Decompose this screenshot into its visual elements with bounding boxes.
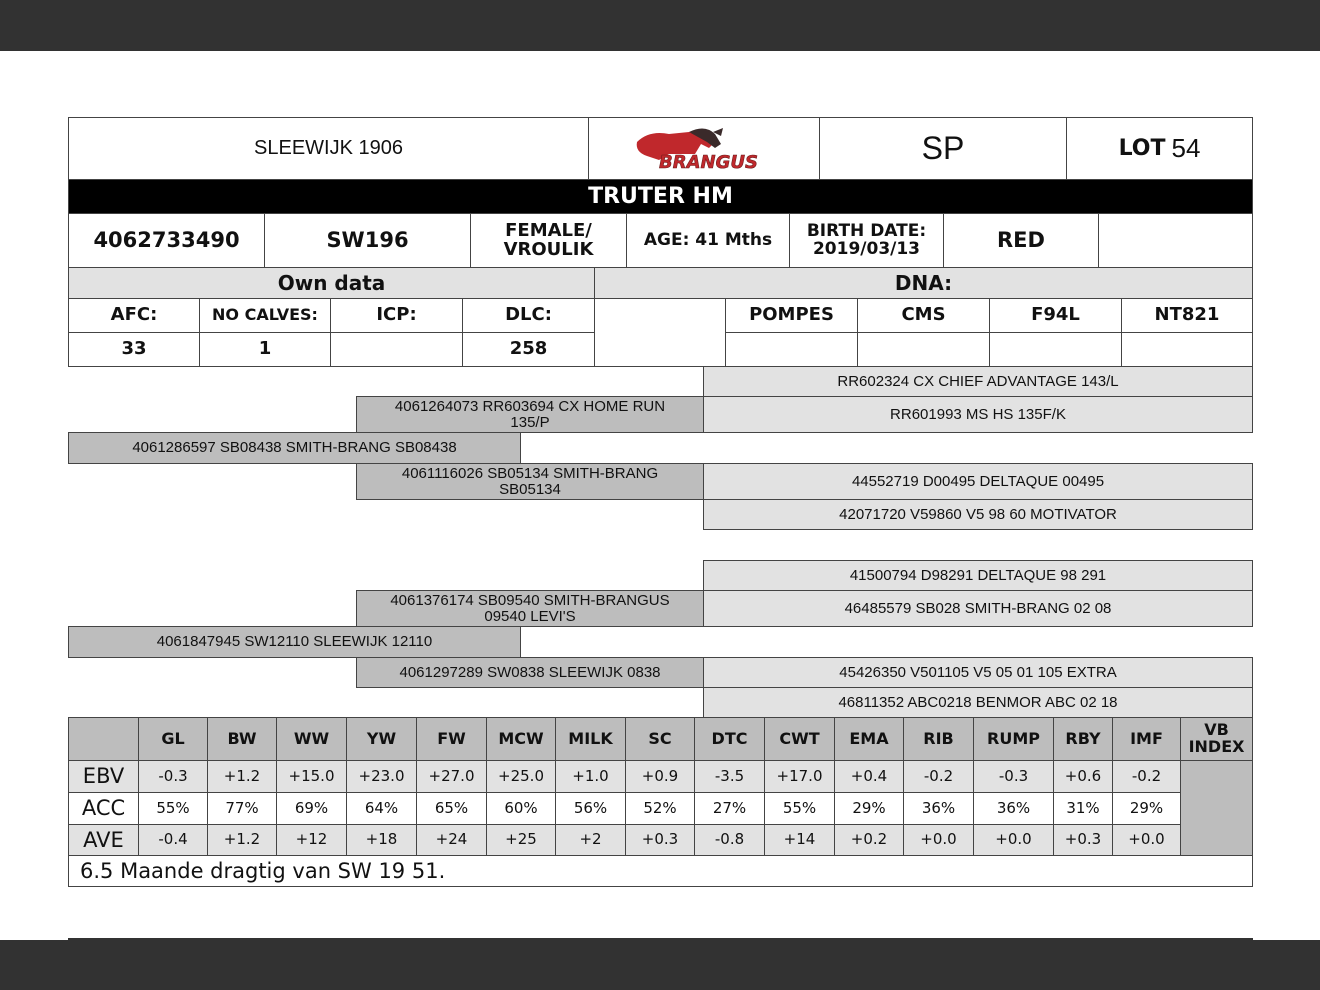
acc-mcw [486, 792, 556, 825]
col-label-ww: WW [293, 728, 330, 748]
nt821-header [1121, 298, 1253, 333]
pedigree-dds-text: 45426350 V501105 V5 05 01 105 EXTRA [839, 663, 1117, 681]
bottom-dark-bar [0, 940, 1320, 990]
col-header-cwt [764, 717, 835, 761]
ave-fw-value: +24 [435, 830, 468, 849]
ebv-rump [973, 760, 1054, 793]
nt821-value [1121, 332, 1253, 367]
ave-milk-value: +2 [579, 830, 602, 849]
pompes-header [725, 298, 858, 333]
col-label-fw: FW [437, 728, 466, 748]
col-label-milk: MILK [568, 728, 613, 748]
col-header-sc [625, 717, 695, 761]
animal-id: SW196 [326, 228, 409, 253]
dlc-number: 258 [509, 338, 548, 360]
dna-title: DNA: [894, 270, 953, 295]
birth-date: BIRTH DATE: 2019/03/13 [806, 220, 927, 259]
icp-label: ICP: [376, 304, 417, 326]
icp-value [330, 332, 463, 367]
acc-bw-value: 77% [225, 798, 259, 817]
animal-id-cell [264, 213, 471, 268]
pedigree-sire [68, 432, 521, 464]
vb-index-header [1180, 717, 1253, 761]
own-data-title-cell [68, 267, 595, 299]
col-label-cwt: CWT [779, 728, 820, 748]
row-label-ave [68, 824, 139, 856]
no-calves-label: NO CALVES: [212, 305, 318, 325]
ave-cwt [764, 824, 835, 856]
col-header-rump [973, 717, 1054, 761]
row-label-acc-text: ACC [81, 796, 126, 821]
ave-ema-value: +0.2 [850, 830, 888, 849]
col-label-ema: EMA [849, 728, 889, 748]
row-label-ave-text: AVE [83, 827, 124, 852]
owner-bar [68, 179, 1253, 214]
cms-label: CMS [901, 304, 946, 326]
f94l-value [989, 332, 1122, 367]
pompes-label: POMPES [749, 304, 834, 326]
no-calves-number: 1 [258, 338, 272, 360]
dna-title-cell [594, 267, 1253, 299]
ave-rby-value: +0.3 [1064, 830, 1102, 849]
acc-gl-value: 55% [156, 798, 190, 817]
pedigree-sds-text: 44552719 D00495 DELTAQUE 00495 [851, 472, 1105, 490]
pedigree-sdd [703, 499, 1253, 530]
col-header-rib [903, 717, 974, 761]
logo-text: BRANGUS [659, 151, 758, 173]
ebv-fw [416, 760, 487, 793]
ebv-sc-value: +0.9 [641, 766, 679, 785]
col-label-bw: BW [227, 728, 257, 748]
col-header-ww [276, 717, 347, 761]
pompes-value [725, 332, 858, 367]
ave-mcw [486, 824, 556, 856]
ebv-bw-value: +1.2 [223, 766, 261, 785]
lot-label: LOT [1118, 135, 1166, 161]
ebv-rib [903, 760, 974, 793]
ebv-imf [1112, 760, 1181, 793]
ave-dtc [694, 824, 765, 856]
pedigree-dam-dam-text: 4061297289 SW0838 SLEEWIJK 0838 [399, 663, 661, 681]
ave-imf-value: +0.0 [1128, 830, 1165, 849]
col-label-imf: IMF [1130, 728, 1163, 748]
afc-value [68, 332, 200, 367]
note-cell [68, 855, 1253, 887]
ave-ema [834, 824, 904, 856]
acc-fw [416, 792, 487, 825]
ave-sc [625, 824, 695, 856]
acc-dtc [694, 792, 765, 825]
brangus-logo [629, 124, 779, 174]
ave-rby [1053, 824, 1113, 856]
note-text: 6.5 Maande dragtig van SW 19 51. [80, 858, 446, 883]
ebv-mcw [486, 760, 556, 793]
acc-rump [973, 792, 1054, 825]
ebv-gl [138, 760, 208, 793]
lot-cell [1066, 117, 1253, 180]
sex-cell [470, 213, 627, 268]
dna-blank-cell [594, 298, 726, 367]
ebv-cwt-value: +17.0 [776, 766, 823, 785]
ebv-ema [834, 760, 904, 793]
pedigree-dam-text: 4061847945 SW12110 SLEEWIJK 12110 [156, 633, 433, 651]
col-header-fw [416, 717, 487, 761]
owner-name: TRUTER HM [588, 183, 733, 209]
ave-sc-value: +0.3 [641, 830, 679, 849]
row-label-ebv [68, 760, 139, 793]
dlc-label: DLC: [505, 304, 552, 326]
col-label-rby: RBY [1065, 728, 1101, 748]
col-label-mcw: MCW [498, 728, 544, 748]
ave-mcw-value: +25 [505, 830, 537, 849]
pedigree-sire-dam [356, 463, 704, 500]
birth-date-cell [789, 213, 944, 268]
pedigree-dam [68, 626, 521, 658]
ebv-dtc-value: -3.5 [714, 766, 745, 785]
ave-gl [138, 824, 208, 856]
ebv-ww [276, 760, 347, 793]
ebv-bw [207, 760, 277, 793]
pedigree-dam-sire [356, 590, 704, 627]
acc-mcw-value: 60% [504, 798, 538, 817]
ebv-cwt [764, 760, 835, 793]
dlc-value [462, 332, 595, 367]
pedigree-sire-dam-text: 4061116026 SB05134 SMITH-BRANG SB05134 [401, 464, 659, 498]
reg-number-cell [68, 213, 265, 268]
acc-fw-value: 65% [434, 798, 469, 817]
afc-label: AFC: [110, 304, 158, 326]
ave-fw [416, 824, 487, 856]
ave-ww-value: +12 [295, 830, 328, 849]
colour-cell [943, 213, 1099, 268]
acc-ww-value: 69% [294, 798, 329, 817]
ebv-dtc [694, 760, 765, 793]
pedigree-dam-dam [356, 657, 704, 688]
ebv-yw [346, 760, 417, 793]
pedigree-dam-sire-text: 4061376174 SB09540 SMITH-BRANGUS 09540 LEVI'S [390, 591, 670, 625]
col-header-mcw [486, 717, 556, 761]
icp-header [330, 298, 463, 333]
sex: FEMALE/ VROULIK [503, 219, 594, 260]
ebv-fw-value: +27.0 [428, 766, 475, 785]
pedigree-sire-sire-text: 4061264073 RR603694 CX HOME RUN 135/P [394, 397, 666, 431]
col-label-sc: SC [648, 728, 672, 748]
acc-ema-value: 29% [852, 798, 886, 817]
ebv-rby [1053, 760, 1113, 793]
ebv-milk [555, 760, 626, 793]
acc-cwt [764, 792, 835, 825]
ebv-ema-value: +0.4 [850, 766, 888, 785]
col-header-dtc [694, 717, 765, 761]
ave-imf [1112, 824, 1181, 856]
ave-milk [555, 824, 626, 856]
age: AGE: 41 Mths [643, 229, 773, 250]
acc-sc [625, 792, 695, 825]
col-label-rib: RIB [923, 728, 954, 748]
cms-value [857, 332, 990, 367]
row-label-ebv-text: EBV [82, 764, 125, 789]
ave-gl-value: -0.4 [158, 830, 188, 849]
pedigree-sss-text: RR602324 CX CHIEF ADVANTAGE 143/L [837, 372, 1119, 390]
col-label-gl: GL [161, 728, 185, 748]
pedigree-dss [703, 560, 1253, 591]
col-header-milk [555, 717, 626, 761]
row-label-acc [68, 792, 139, 825]
ebv-sc [625, 760, 695, 793]
acc-rib-value: 36% [921, 798, 956, 817]
pedigree-sss [703, 366, 1253, 397]
ave-rump-value: +0.0 [995, 830, 1032, 849]
acc-sc-value: 52% [643, 798, 677, 817]
grade-cell [819, 117, 1067, 180]
afc-number: 33 [121, 338, 147, 360]
vb-index-label: VB INDEX [1188, 720, 1245, 756]
ave-rump [973, 824, 1054, 856]
pedigree-sire-text: 4061286597 SB08438 SMITH-BRANG SB08438 [132, 439, 457, 457]
ave-rib [903, 824, 974, 856]
acc-dtc-value: 27% [712, 798, 747, 817]
col-label-dtc: DTC [711, 728, 748, 748]
pedigree-dsd-text: 46485579 SB028 SMITH-BRANG 02 08 [844, 599, 1112, 617]
col-header-imf [1112, 717, 1181, 761]
ave-yw-value: +18 [365, 830, 398, 849]
acc-cwt-value: 55% [782, 798, 817, 817]
colour: RED [997, 228, 1045, 253]
acc-bw [207, 792, 277, 825]
top-dark-bar [0, 0, 1320, 51]
ave-ww [276, 824, 347, 856]
acc-ww [276, 792, 347, 825]
ebv-rump-value: -0.3 [998, 766, 1029, 785]
acc-milk-value: 56% [573, 798, 608, 817]
pedigree-ssd-text: RR601993 MS HS 135F/K [890, 405, 1066, 423]
ebv-mcw-value: +25.0 [498, 766, 544, 785]
col-label-rump: RUMP [987, 728, 1040, 748]
acc-imf [1112, 792, 1181, 825]
vb-index-value-cell [1180, 760, 1253, 856]
reg-number: 4062733490 [93, 228, 240, 253]
ebv-gl-value: -0.3 [158, 766, 188, 785]
brangus-logo-cell [588, 117, 820, 180]
acc-rby [1053, 792, 1113, 825]
lot-number: 54 [1171, 132, 1201, 163]
ave-dtc-value: -0.8 [714, 830, 745, 849]
ebv-milk-value: +1.0 [572, 766, 609, 785]
grade: SP [921, 129, 965, 166]
extra-cell [1098, 213, 1253, 268]
acc-rby-value: 31% [1066, 798, 1100, 817]
ave-cwt-value: +14 [783, 830, 816, 849]
cms-header [857, 298, 990, 333]
afc-header [68, 298, 200, 333]
pedigree-ddd-text: 46811352 ABC0218 BENMOR ABC 02 18 [838, 693, 1118, 711]
col-header-yw [346, 717, 417, 761]
nt821-label: NT821 [1154, 304, 1220, 326]
ebv-imf-value: -0.2 [1131, 766, 1162, 785]
col-header-bw [207, 717, 277, 761]
col-header-gl [138, 717, 208, 761]
farm-name: SLEEWIJK 1906 [254, 137, 403, 159]
ebv-rby-value: +0.6 [1064, 766, 1102, 785]
acc-ema [834, 792, 904, 825]
ave-bw [207, 824, 277, 856]
ebv-yw-value: +23.0 [358, 766, 405, 785]
ave-bw-value: +1.2 [223, 830, 261, 849]
f94l-label: F94L [1031, 304, 1080, 326]
pedigree-dsd [703, 590, 1253, 627]
acc-yw [346, 792, 417, 825]
ave-yw [346, 824, 417, 856]
pedigree-ddd [703, 687, 1253, 718]
pedigree-sdd-text: 42071720 V59860 V5 98 60 MOTIVATOR [839, 505, 1117, 523]
acc-rib [903, 792, 974, 825]
dlc-header [462, 298, 595, 333]
no-calves-value [199, 332, 331, 367]
age-cell [626, 213, 790, 268]
col-label-yw: YW [366, 728, 397, 748]
no-calves-header [199, 298, 331, 333]
pedigree-sds [703, 463, 1253, 500]
farm-name-cell [68, 117, 589, 180]
acc-rump-value: 36% [996, 798, 1031, 817]
ebv-rib-value: -0.2 [923, 766, 954, 785]
col-header-ema [834, 717, 904, 761]
acc-yw-value: 64% [364, 798, 399, 817]
pedigree-ssd [703, 396, 1253, 433]
f94l-header [989, 298, 1122, 333]
acc-gl [138, 792, 208, 825]
pedigree-dds [703, 657, 1253, 688]
ave-rib-value: +0.0 [920, 830, 957, 849]
pedigree-sire-sire [356, 396, 704, 433]
acc-imf-value: 29% [1129, 798, 1164, 817]
pedigree-dss-text: 41500794 D98291 DELTAQUE 98 291 [849, 566, 1107, 584]
ebv-ww-value: +15.0 [288, 766, 335, 785]
col-header-rby [1053, 717, 1113, 761]
acc-milk [555, 792, 626, 825]
breedplan-corner [68, 717, 139, 761]
own-data-title: Own data [277, 270, 386, 295]
